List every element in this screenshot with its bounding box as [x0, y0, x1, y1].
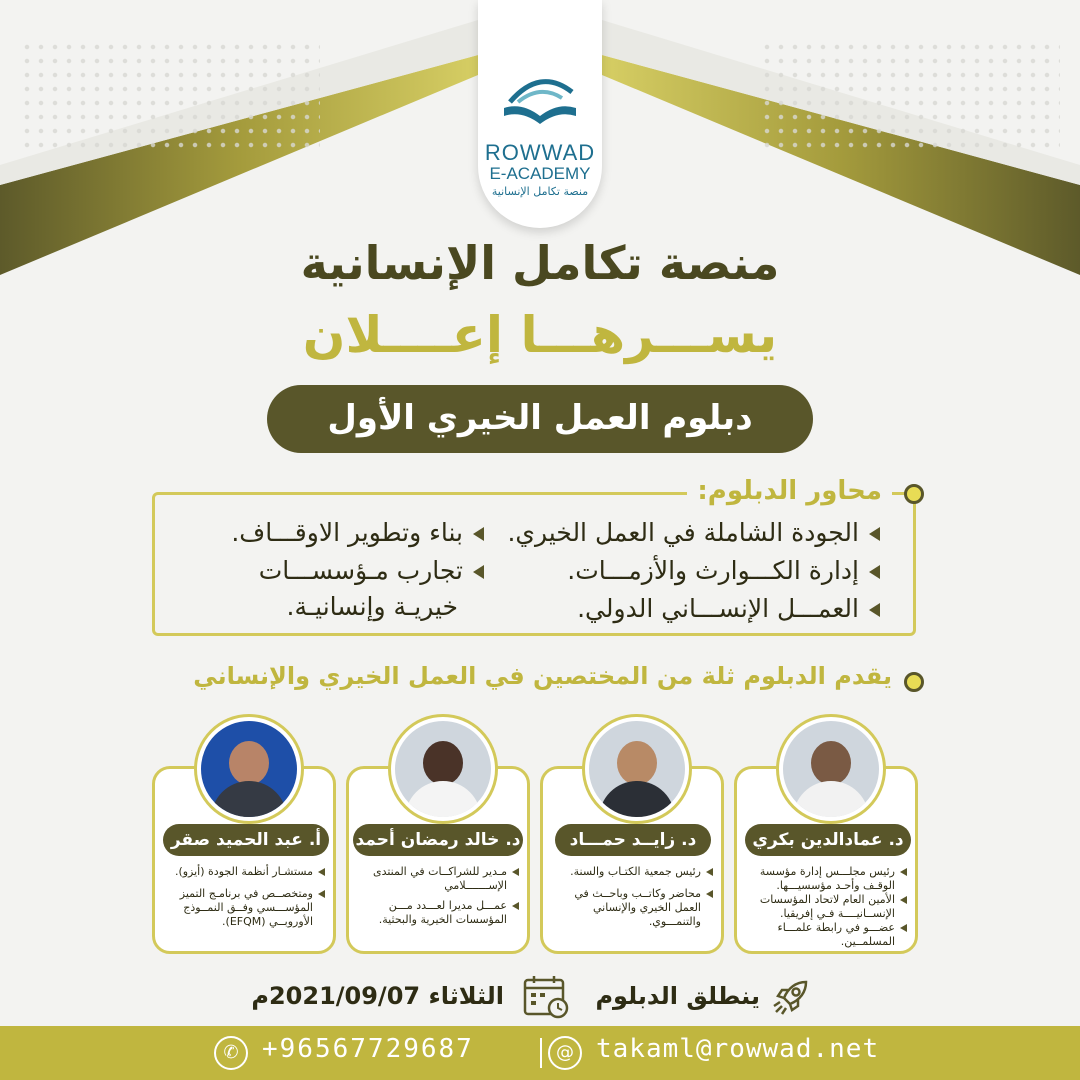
phone-number[interactable]: +96567729687: [262, 1034, 474, 1064]
speaker-name: د. زايــد حمـــاد: [555, 824, 711, 856]
speaker-card: [540, 766, 724, 954]
phone-icon[interactable]: ✆: [214, 1036, 248, 1070]
speakers-bullet-icon: [904, 672, 924, 692]
logo-tagline: منصة تكامل الإنسانية: [491, 185, 589, 198]
logo-name-line2: E-ACADEMY: [489, 164, 591, 183]
speaker-photo: [391, 717, 495, 821]
triangle-bullet-icon: [473, 565, 484, 579]
book-wave-logo-icon: [500, 72, 580, 128]
speaker-name: أ. عبد الحميد صقر: [163, 824, 329, 856]
triangle-bullet-icon: [869, 603, 880, 617]
speaker-bio: رئيس جمعية الكتـاب والسنة. محاضر وكاتــب وباحــث في العمل الخيري والإنساني والتنمـــوي.: [551, 865, 713, 929]
launch-label: ينطلق الدبلوم: [595, 982, 760, 1010]
logo-name-line1: ROWWAD: [484, 140, 596, 165]
at-icon[interactable]: @: [548, 1036, 582, 1070]
speaker-photo: [779, 717, 883, 821]
topics-title: محاور الدبلوم:: [687, 476, 892, 506]
course-title-banner: دبلوم العمل الخيري الأول: [267, 385, 813, 453]
speaker-photo: [197, 717, 301, 821]
rocket-icon: [770, 976, 812, 1018]
speaker-bio: مـدير للشراكــات في المنتدى الإســـــــلامي عمـــل مديرا لعـــدد مـــن المؤسسات الخيرية والبحثية.: [357, 865, 519, 927]
speaker-bio: مستشـار أنظمة الجودة (أيزو). ومتخصــص في برنامـج التميز المؤســـسي وفــق النمــوذج الأوروبــي (EFQM).: [163, 865, 325, 929]
topic-item-continued: خيريـة وإنسانيـة.: [286, 592, 458, 621]
announcement-heading: يســـرهـــا إعــــلان: [302, 306, 778, 364]
speakers-intro: يقدم الدبلوم ثلة من المختصين في العمل الخيري والإنساني: [193, 662, 892, 690]
topic-item: العمـــل الإنســـاني الدولي.: [577, 594, 880, 623]
triangle-bullet-icon: [473, 527, 484, 541]
calendar-icon: [522, 974, 570, 1020]
topic-item: تجارب مـؤسســـات: [259, 556, 484, 585]
topics-bullet-icon: [904, 484, 924, 504]
speaker-card: [734, 766, 918, 954]
topic-item: بناء وتطوير الاوقـــاف.: [231, 518, 484, 547]
launch-date: الثلاثاء 2021/09/07م: [251, 982, 504, 1010]
dot-pattern-right: [760, 40, 1060, 150]
topic-item: إدارة الكـــوارث والأزمـــات.: [567, 556, 880, 585]
contact-footer: [0, 1026, 1080, 1080]
speaker-card: [346, 766, 530, 954]
topic-item: الجودة الشاملة في العمل الخيري.: [507, 518, 880, 547]
launch-row: [0, 972, 1080, 1024]
email-address[interactable]: takaml@rowwad.net: [596, 1034, 880, 1064]
dot-pattern-left: [20, 40, 320, 150]
speaker-card: [152, 766, 336, 954]
academy-logo: [478, 0, 602, 228]
triangle-bullet-icon: [869, 565, 880, 579]
speaker-name: د. عمادالدين بكري: [745, 824, 911, 856]
footer-divider: [540, 1038, 542, 1068]
triangle-bullet-icon: [869, 527, 880, 541]
speaker-photo: [585, 717, 689, 821]
speaker-name: د. خالد رمضان أحمد: [353, 824, 523, 856]
organization-title: منصة تكامل الإنسانية: [300, 236, 780, 290]
speaker-bio: رئيس مجلـــس إدارة مؤسسة الوقـف وأحـد مؤسسيـــها. الأمين العام لاتحاد المؤسسات الإنســانيــــة فـي إفريقيا. عضـــو في رابطة علمـــاء المسلمــين.: [745, 865, 907, 949]
